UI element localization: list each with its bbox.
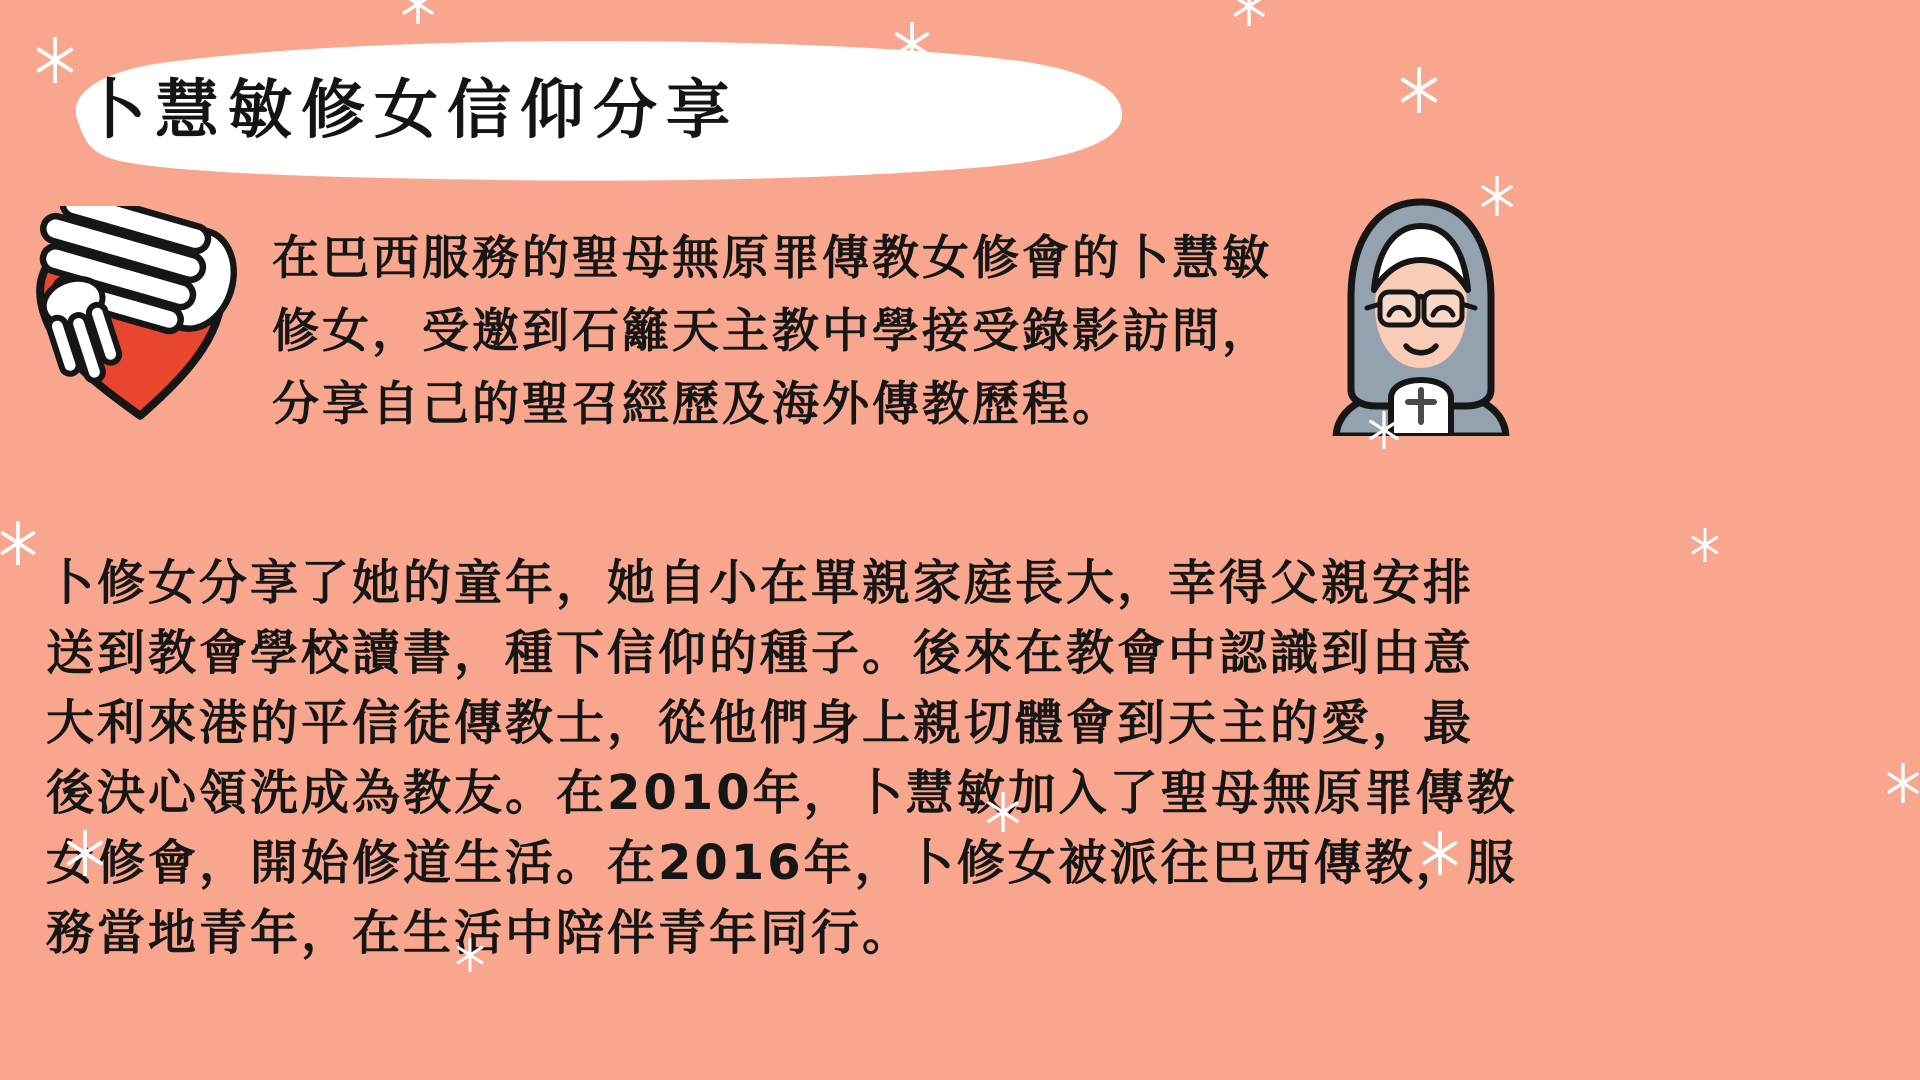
intro-line: 在巴西服務的聖母無原罪傳教女修會的卜慧敏 (272, 231, 1272, 286)
intro-line: 分享自己的聖召經歷及海外傳教歷程。 (272, 377, 1122, 432)
body-line: 務當地青年，在生活中陪伴青年同行。 (46, 905, 914, 961)
body-line: 卜修女分享了她的童年，她自小在單親家庭長大，幸得父親安排 (46, 555, 1475, 611)
sparkle-icon (1396, 67, 1442, 113)
title-banner (22, 34, 1142, 184)
sparkle-icon (0, 521, 40, 565)
body-line: 大利來港的平信徒傳教士，從他們身上親切體會到天主的愛，最 (46, 695, 1475, 751)
page-title: 卜慧敏修女信仰分享 (82, 74, 739, 148)
body-line: 女修會，開始修道生活。在2016年，卜修女被派往巴西傳教，服 (46, 835, 1518, 891)
body-line: 後決心領洗成為教友。在2010年，卜慧敏加入了聖母無原罪傳教 (46, 765, 1518, 821)
sparkle-icon (1229, 0, 1269, 26)
intro-line: 修女，受邀到石籬天主教中學接受錄影訪問， (272, 304, 1272, 359)
heart-in-hands-icon (28, 206, 242, 434)
sparkle-icon (398, 0, 438, 24)
sparkle-icon (1883, 763, 1920, 803)
intro-paragraph (272, 222, 1352, 441)
body-paragraph (46, 548, 1606, 968)
sparkle-icon (1688, 528, 1722, 562)
body-line: 送到教會學校讀書，種下信仰的種子。後來在教會中認識到由意 (46, 625, 1475, 681)
